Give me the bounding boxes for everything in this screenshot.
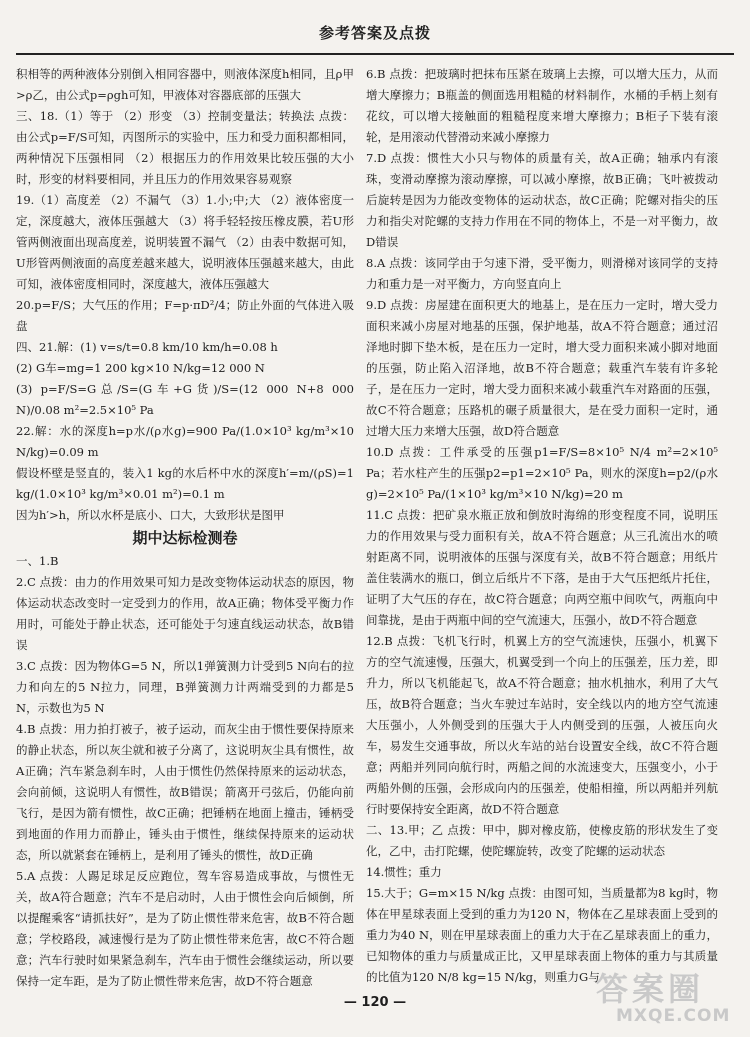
- answer-paragraph: 22.解：水的深度h=p水/(ρ水g)=900 Pa/(1.0×10³ kg/m³×10 N/kg)=0.09 m: [16, 424, 354, 459]
- answer-paragraph: 因为h′>h，所以水杯是底小、口大，大致形状是图甲: [16, 508, 285, 522]
- watermark-text: 答案圈: [596, 970, 705, 1008]
- answer-paragraph: 15.大于；G=m×15 N/kg 点拨：由图可知，当质量都为8 kg时，物体在甲星球表面上受到的重力为120 N，物体在乙星球表面上受到的重力为40 N，则在甲星球表面上的重力大于在乙星球表面上的重力，已知物体的重力与质量成正比，又甲星球表面上物体的重力与其质量的比值为120 N/8 kg=15 N/kg，则重力G与: [366, 886, 718, 984]
- page-number: — 120 —: [343, 995, 407, 1010]
- right-column: [366, 64, 718, 988]
- answer-paragraph: 四、21.解：(1) v=s/t=0.8 km/10 km/h=0.08 h: [16, 340, 278, 354]
- answer-paragraph: 11.C 点拨：把矿泉水瓶正放和倒放时海绵的形变程度不同，说明压力的作用效果与受力面积有关，故A不符合题意；从三孔流出水的喷射距离不同，说明液体的压强与深度有关，故B不符合题意；用纸片盖住装满水的瓶口，倒立后纸片不下落，是由于大气压把纸片托住，证明了大气压的存在，故C符合题意；向两空瓶中间吹气，两瓶向中间靠拢，是由于两瓶中间的空气流速大，压强小，故D不符合题意: [366, 508, 718, 627]
- answer-paragraph: 积相等的两种液体分别倒入相同容器中，则液体深度h相同，且ρ甲>ρ乙，由公式p=ρgh可知，甲液体对容器底部的压强大: [16, 67, 354, 102]
- answer-paragraph: (2) G车=mg=1 200 kg×10 N/kg=12 000 N: [16, 361, 265, 375]
- page-title: 参考答案及点拨: [318, 24, 431, 42]
- watermark-url: MXQE.COM: [616, 1006, 731, 1026]
- answer-paragraph: (3) p=F/S=G总/S=(G车+G货)/S=(12 000 N+8 000 N)/0.08 m²=2.5×10⁵ Pa: [16, 382, 354, 417]
- answer-paragraph: 19.（1）高度差 （2）不漏气 （3）1.小;中;大 （2）液体密度一定，深度越大，液体压强越大 （3）将手轻轻按压橡皮膜，若U形管两侧液面出现高度差，说明装置不漏气 （2）由表中数据可知，U形管两侧液面的高度差越来越大，说明液体压强越来越大，由此可知，液体密度相同时，深度越大，液体压强越大: [16, 193, 354, 291]
- answer-paragraph: 2.C 点拨：由力的作用效果可知力是改变物体运动状态的原因，物体运动状态改变时一定受到力的作用，故A正确；物体受平衡力作用时，可能处于静止状态，还可能处于匀速直线运动状态，故B错误: [16, 575, 354, 652]
- answer-paragraph: 三、18.（1）等于 （2）形变 （3）控制变量法；转换法 点拨：由公式p=F/S可知，丙图所示的实验中，压力和受力面积都相同，两种情况下压强相同 （2）根据压力的作用效果比较压强的大小时，形变的材料要相同，并且压力的作用效果容易观察: [16, 109, 354, 186]
- answer-paragraph: 3.C 点拨：因为物体G=5 N，所以1弹簧测力计受到5 N向右的拉力和向左的5 N拉力，同理，B弹簧测力计两端受到的力都是5 N，示数也为5 N: [16, 659, 354, 715]
- section-title: 期中达标检测卷: [132, 529, 238, 547]
- answer-paragraph: 8.A 点拨：该同学由于匀速下滑，受平衡力，则滑梯对该同学的支持力和重力是一对平衡力，方向竖直向上: [366, 256, 718, 291]
- answer-paragraph: 二、13.甲；乙 点拨：甲中，脚对橡皮筋，使橡皮筋的形状发生了变化，乙中，击打陀螺，使陀螺旋转，改变了陀螺的运动状态: [366, 823, 718, 858]
- answer-paragraph: 一、1.B: [16, 554, 59, 568]
- answer-paragraph: 10.D 点拨：工件承受的压强p1=F/S=8×10⁵ N/4 m²=2×10⁵ Pa；若水柱产生的压强p2=p1=2×10⁵ Pa，则水的深度h=p2/(ρ水g)=2×10⁵ Pa/(1×10³ kg/m³×10 N/kg)=20 m: [366, 445, 718, 501]
- answer-paragraph: 7.D 点拨：惯性大小只与物体的质量有关，故A正确；轴承内有滚珠，变滑动摩擦为滚动摩擦，可以减小摩擦，故B正确；飞叶被拨动后旋转是因为力能改变物体的运动状态，故C正确；陀螺对指尖的压力和指尖对陀螺的支持力作用在不同的物体上，不是一对平衡力，故D错误: [366, 151, 718, 249]
- answer-paragraph: 假设杯壁是竖直的，装入1 kg的水后杯中水的深度h′=m/(ρS)=1 kg/(1.0×10³ kg/m³×0.01 m²)=0.1 m: [16, 466, 354, 501]
- answer-paragraph: 20.p=F/S；大气压的作用；F=p·πD²/4；防止外面的气体进入吸盘: [16, 298, 354, 333]
- answer-paragraph: 12.B 点拨：飞机飞行时，机翼上方的空气流速快，压强小，机翼下方的空气流速慢，压强大，机翼受到一个向上的压强差，压力差，即升力，所以飞机能起飞，故A不符合题意；抽水机抽水，利用了大气压，故B符合题意；当火车驶过车站时，安全线以内的地方空气流速大压强小，人外侧受到的压强大于人内侧受到的压强，人被压向火车，易发生交通事故，所以火车站的站台设置安全线，故C不符合题意；两船并列同向航行时，两船之间的水流速变大，压强变小，小于两船外侧的压强，会形成向内的压强差，使船相撞，所以两船并列航行时要保持安全距离，故D不符合题意: [366, 634, 718, 816]
- answer-paragraph: 5.A 点拨：人踢足球足反应跑位，驾车容易造成事故，与惯性无关，故A符合题意；汽车不是启动时，人由于惯性会向后倾倒，所以提醒乘客“请抓扶好”，是为了防止惯性带来危害，故B不符合题意；学校路段，减速慢行是为了防止惯性带来危害，故C不符合题意；汽车行驶时如果紧急刹车，汽车由于惯性会继续运动，所以要保持一定车距，是为了防止惯性带来危害，故D不符合题意: [16, 869, 354, 988]
- answer-paragraph: 14.惯性；重力: [366, 865, 442, 879]
- page-header: [0, 0, 750, 60]
- answer-paragraph: 6.B 点拨：把玻璃时把抹布压紧在玻璃上去擦，可以增大压力，从而增大摩擦力；B瓶盖的侧面选用粗糙的材料制作，水桶的手柄上刻有花纹，可以增大接触面的粗糙程度来增大摩擦力；B柜子下装有滚轮，是用滚动代替滑动来减小摩擦力: [366, 67, 718, 144]
- left-column: [16, 64, 354, 992]
- watermark-logo: [588, 964, 748, 1034]
- answer-paragraph: 4.B 点拨：用力拍打被子，被子运动，而灰尘由于惯性要保持原来的静止状态，所以灰尘就和被子分离了，这说明灰尘具有惯性，故A正确；汽车紧急刹车时，人由于惯性仍然保持原来的运动状态，会向前倾，这说明人有惯性，故B错误；箭离开弓弦后，仍能向前飞行，是因为箭有惯性，故C正确；把锤柄在地面上撞击，锤柄受到地面的作用力而静止，锤头由于惯性，继续保持原来的运动状态，所以就紧套在锤柄上，是利用了锤头的惯性，故D正确: [16, 722, 354, 862]
- answer-paragraph: 9.D 点拨：房屋建在面积更大的地基上，是在压力一定时，增大受力面积来减小房屋对地基的压强，保护地基，故A不符合题意；通过沼泽地时脚下垫木板，是在压力一定时，增大受力面积来减小脚对地面的压强，防止陷入沼泽地，故B不符合题意；载重汽车装有许多轮子，是在压力一定时，增大受力面积来减小载重汽车对路面的压强，故C不符合题意；压路机的碾子质量很大，是在受力面积一定时，通过增大压力来增大压强，故D符合题意: [366, 298, 718, 438]
- header-rule: [16, 53, 734, 55]
